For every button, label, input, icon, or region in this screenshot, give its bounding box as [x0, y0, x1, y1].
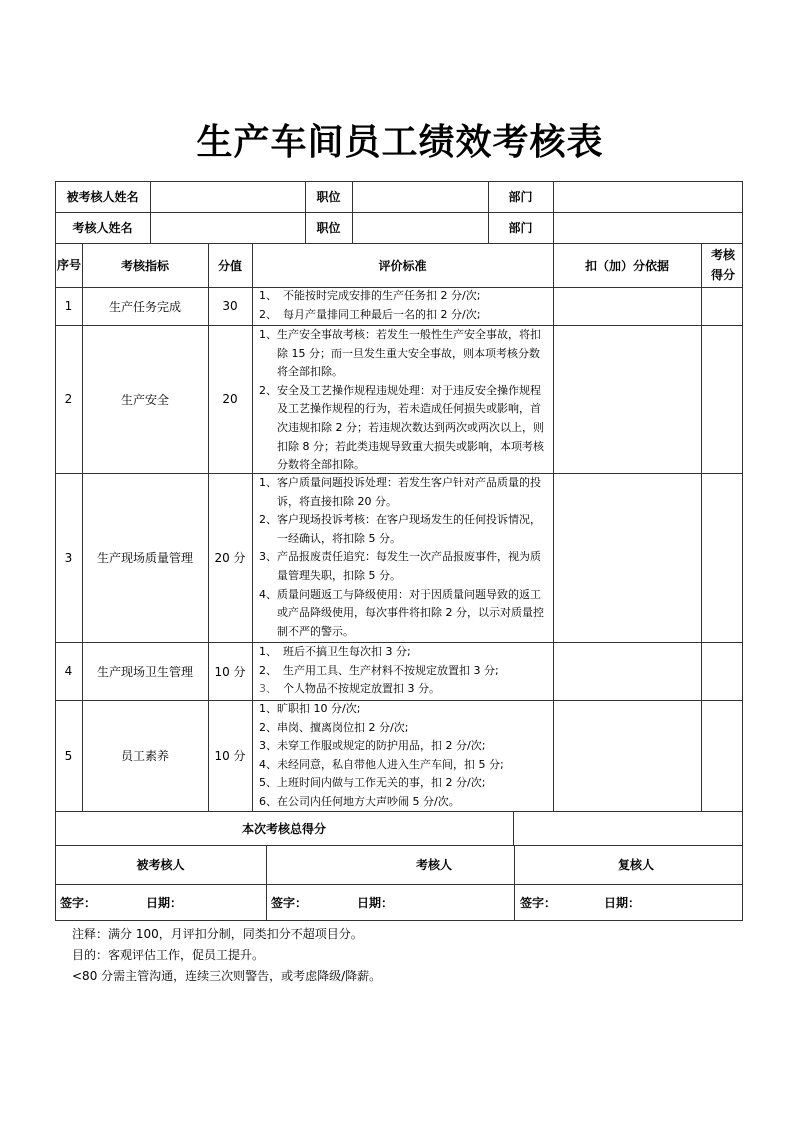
examiner-sign-label: 签字：	[271, 895, 308, 910]
examiner-dept-label: 部门	[508, 221, 533, 235]
row-result-field[interactable]	[701, 700, 742, 811]
row-indicator: 生产现场卫生管理	[96, 664, 193, 679]
row-basis-field[interactable]	[553, 700, 701, 811]
row-criteria: 1、 旷职扣 10 分/次; 2、 串岗、擅离岗位扣 2 分/次; 3、 未穿工作服或规定的防护用品，扣 2 分/次; 4、 未经同意，私自带他人进入生产车间，扣 5 分; 5、 上班时间内做与工作无关的事，扣 2 分/次; 6、 在公司内任何地方大声吵闹 5 分/次。	[259, 702, 504, 808]
page-title: 生产车间员工绩效考核表	[196, 122, 604, 163]
header-score: 分值	[217, 258, 242, 273]
row-indicator: 员工素养	[120, 749, 169, 763]
note-line: <80 分需主管沟通，连续三次则警告，或考虑降级/降薪。	[72, 969, 382, 983]
row-score: 10 分	[214, 664, 246, 679]
row-criteria: 1、 不能按时完成安排的生产任务扣 2 分/次; 2、 每月产量排同工种最后一名的扣 2 分/次;	[259, 289, 481, 321]
header-indicator: 考核指标	[120, 258, 169, 273]
examiner-signer-label: 考核人	[415, 858, 452, 872]
row-basis-field[interactable]	[553, 287, 701, 325]
examinee-position-field[interactable]	[352, 181, 488, 212]
reviewer-date-field[interactable]	[644, 884, 740, 920]
row-indicator: 生产现场质量管理	[96, 551, 193, 565]
examinee-signer-label: 被考核人	[136, 858, 185, 872]
row-score: 10 分	[214, 749, 246, 763]
row-result-field[interactable]	[701, 642, 742, 700]
reviewer-date-label: 日期：	[604, 895, 641, 910]
row-basis-field[interactable]	[553, 473, 701, 642]
header-seq: 序号	[57, 258, 82, 272]
note-line: 目的：客观评估工作，促员工提升。	[72, 948, 265, 962]
examiner-dept-field[interactable]	[553, 212, 742, 243]
header-criteria: 评价标准	[378, 258, 427, 273]
row-seq: 3	[64, 550, 73, 565]
examinee-dept-field[interactable]	[553, 181, 742, 212]
examiner-sign-field[interactable]	[311, 884, 357, 920]
row-score: 30	[222, 299, 238, 313]
examinee-sign-field[interactable]	[100, 884, 146, 920]
examiner-name-label: 考核人姓名	[72, 221, 133, 235]
examinee-date-field[interactable]	[186, 884, 264, 920]
notes	[72, 924, 381, 987]
row-score: 20	[222, 392, 238, 406]
total-score-field[interactable]	[513, 811, 742, 845]
row-indicator: 生产安全	[120, 392, 169, 407]
row-criteria: 1、 客户质量问题投诉处理：若发生客户针对产品质量的投诉，将直接扣除 20 分。 2、 客户现场投诉考核：在客户现场发生的任何投诉情况，一经确认，将扣除 5 分。 3、 产品报废责任追究：每发生一次产品报废事件，视为质量管理失职，扣除 5 分。 4、 质量问题返工与降级使用：对于因质量问题导致的返工或产品降级使用，每次事件将扣除 2 分，以示对质量控制不严的警示。	[259, 476, 544, 638]
row-basis-field[interactable]	[553, 325, 701, 473]
examinee-dept-label: 部门	[508, 190, 533, 204]
row-result-field[interactable]	[701, 287, 742, 325]
row-seq: 5	[64, 748, 73, 763]
examinee-sign-label: 签字：	[60, 895, 97, 910]
examinee-name-label: 被考核人姓名	[66, 190, 139, 204]
header-result: 考核得分	[711, 248, 736, 282]
reviewer-signer-label: 复核人	[617, 858, 654, 872]
row-result-field[interactable]	[701, 473, 742, 642]
row-criteria: 1、 生产安全事故考核：若发生一般性生产安全事故，将扣除 15 分；而一旦发生重大安全事故，则本项考核分数将全部扣除。 2、 安全及工艺操作规程违规处理：对于违反安全操作规程及工艺操作规程的行为，若未造成任何损失或影响，首次违规扣除 2 分；若违规次数达到两次或两次以上，则扣除 8 分；若此类违规导致重大损失或影响，本项考核分数将全部扣除。	[259, 328, 544, 472]
examiner-date-label: 日期：	[357, 895, 394, 910]
row-seq: 1	[64, 299, 73, 313]
reviewer-sign-label: 签字：	[520, 895, 557, 910]
note-line: 注释：满分 100，月评扣分制，同类扣分不超项目分。	[72, 927, 363, 941]
examiner-position-field[interactable]	[352, 212, 488, 243]
examinee-name-field[interactable]	[150, 181, 305, 212]
reviewer-sign-field[interactable]	[560, 884, 604, 920]
examinee-position-label: 职位	[316, 190, 341, 204]
row-seq: 2	[64, 392, 73, 406]
total-score-label: 本次考核总得分	[241, 821, 326, 836]
examiner-name-field[interactable]	[150, 212, 305, 243]
row-basis-field[interactable]	[553, 642, 701, 700]
examiner-date-field[interactable]	[397, 884, 512, 920]
row-result-field[interactable]	[701, 325, 742, 473]
row-indicator: 生产任务完成	[108, 299, 181, 314]
row-score: 20 分	[214, 551, 246, 565]
examiner-position-label: 职位	[316, 221, 341, 235]
row-criteria: 1、 班后不搞卫生每次扣 3 分; 2、 生产用工具、生产材料不按规定放置扣 3 分; 3、 个人物品不按规定放置扣 3 分。	[259, 645, 499, 696]
examinee-date-label: 日期：	[146, 895, 183, 910]
row-seq: 4	[64, 664, 73, 678]
header-basis: 扣（加）分依据	[584, 258, 669, 273]
